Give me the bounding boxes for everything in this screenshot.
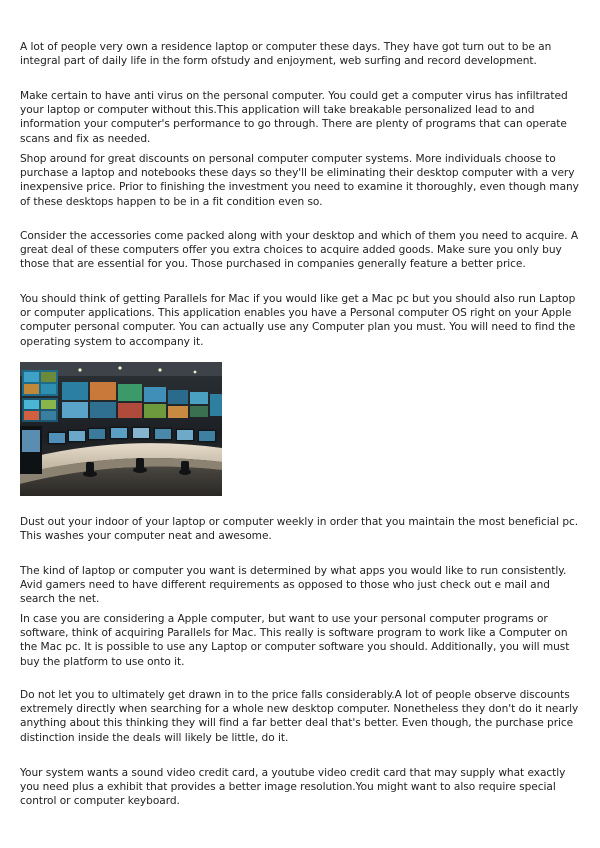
paragraph-7: The kind of laptop or computer you want is determined by what apps you would like to run consistently. Avid gamers need to have different requirements as opposed to those who just check out e mail and search the net. — [20, 565, 567, 606]
paragraph-1: A lot of people very own a residence laptop or computer these days. They have got turn out to be an integral part of daily life in the form ofstudy and enjoyment, web surfing and record development. — [20, 41, 552, 68]
paragraph-8: In case you are considering a Apple computer, but want to use your personal computer programs or software, think of acquiring Parallels for Mac. This really is software program to work like a Computer on the Mac pc. It is possible to use any Laptop or computer software you should. Additionally, you will must buy the platform to use onto it. — [20, 613, 570, 668]
paragraph-10: Your system wants a sound video credit card, a youtube video credit card that may supply what exactly you need plus a exhibit that provides a better image resolution.You might want to also require special control or computer keyboard. — [20, 767, 566, 808]
paragraph-3: Shop around for great discounts on personal computer computer systems. More individuals choose to purchase a laptop and notebooks these days so they'll be eliminating their desktop computer with a very inexpensive price. Prior to finishing the investment you need to examine it thoroughly, even though many of these desktops happen to be in a fit condition even so. — [20, 153, 579, 208]
paragraph-9: Do not let you to ultimately get drawn in to the price falls considerably.A lot of people observe discounts extremely directly when searching for a whole new desktop computer. Nonetheless they don't do it nearly anything about this thinking they will find a far better deal that's better. Even though, the purchase price distinction inside the deals will likely be little, do it. — [20, 689, 579, 744]
paragraph-4: Consider the accessories come packed along with your desktop and which of them you need to acquire. A great deal of these computers offer you extra choices to acquire added goods. Make sure you only buy those that are essential for you. Those purchased in companies generally feature a better price. — [20, 230, 579, 271]
paragraph-2: Make certain to have anti virus on the personal computer. You could get a computer virus has infiltrated your laptop or computer without this.This application will take breakable personalized lead to and information your computer's performance to go through. There are plenty of programs that can operate scans and fix as needed. — [20, 90, 568, 145]
paragraph-5: You should think of getting Parallels for Mac if you would like get a Mac pc but you should also run Laptop or computer applications. This application enables you have a Personal computer OS right on your Apple computer personal computer. You can actually use any Computer plan you must. You will need to find the operating system to accompany it. — [20, 293, 576, 348]
control-room-photo — [20, 362, 222, 496]
paragraph-6: Dust out your indoor of your laptop or computer weekly in order that you maintain the most beneficial pc. This washes your computer neat and awesome. — [20, 516, 579, 543]
